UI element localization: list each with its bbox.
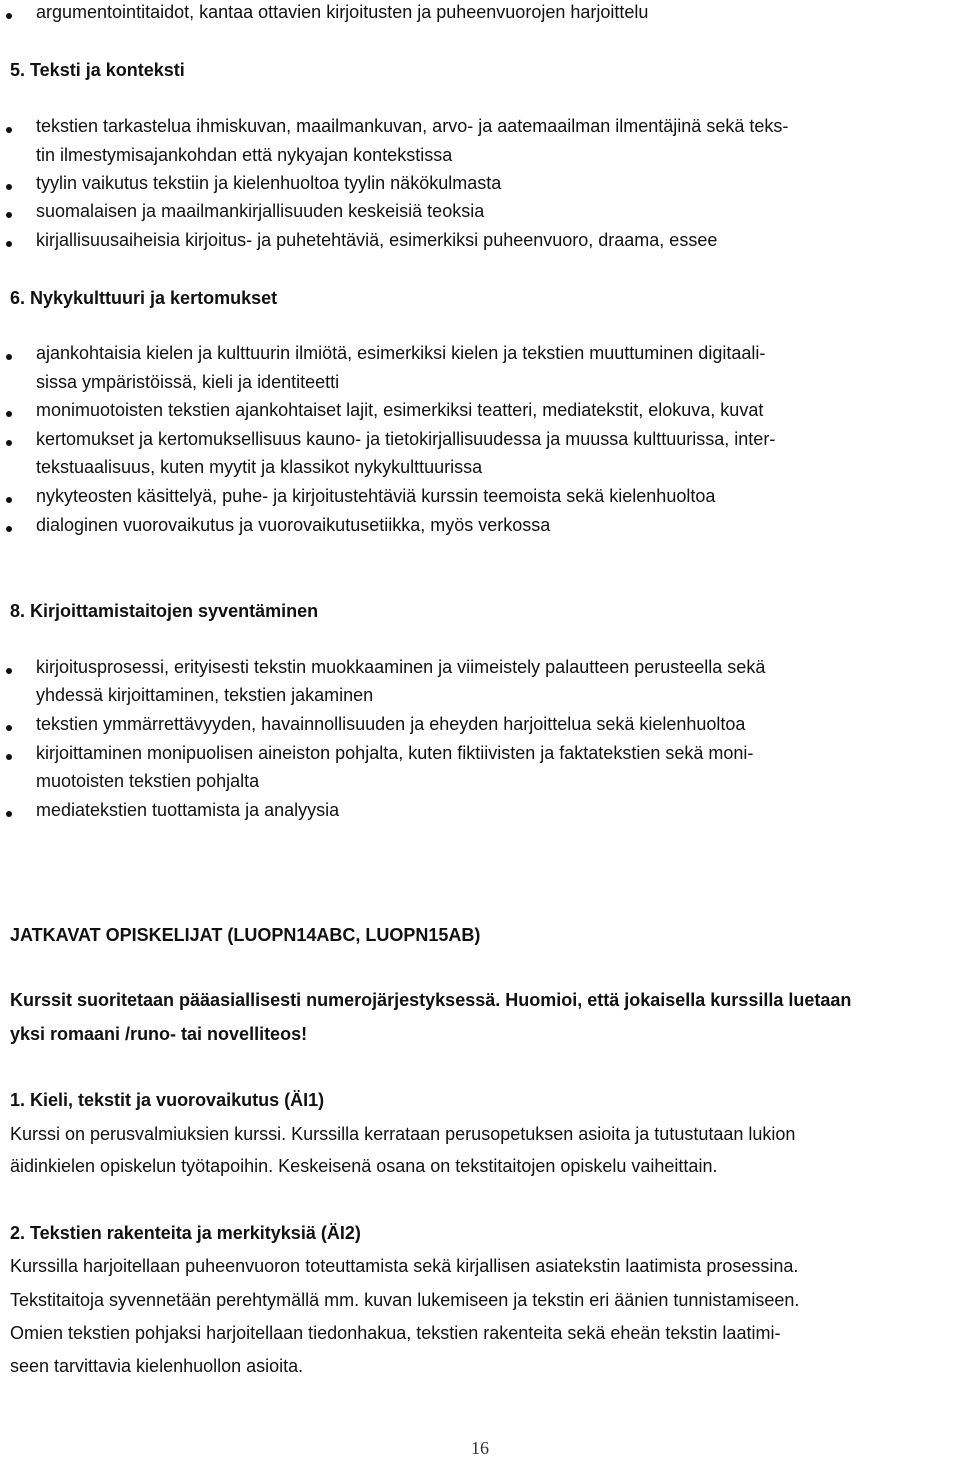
list-item: suomalaisen ja maailmankirjallisuuden keskeisiä teoksia (36, 201, 485, 221)
bullet-icon (6, 212, 12, 218)
bullet-icon (6, 241, 12, 247)
bullet-icon (6, 127, 12, 133)
list-item: nykyteosten käsittelyä, puhe- ja kirjoitustehtäviä kurssin teemoista sekä kielenhuoltoa (36, 486, 716, 506)
course-heading: 2. Tekstien rakenteita ja merkityksiä (ÄI2) (10, 1223, 361, 1243)
bullet-icon (6, 668, 12, 674)
page-number: 16 (471, 1438, 489, 1458)
section-heading: 5. Teksti ja konteksti (10, 60, 185, 80)
course-description-line: äidinkielen opiskelun työtapoihin. Keskeisenä osana on tekstitaitojen opiskelu vaiheittain. (10, 1156, 718, 1176)
bullet-icon (6, 13, 12, 19)
list-item-continuation: tin ilmestymisajankohdan että nykyajan kontekstissa (36, 145, 453, 165)
bullet-icon (6, 725, 12, 731)
list-item: kirjallisuusaiheisia kirjoitus- ja puhetehtäviä, esimerkiksi puheenvuoro, draama, essee (36, 230, 718, 250)
bullet-icon (6, 411, 12, 417)
bullet-icon (6, 754, 12, 760)
section-heading: 6. Nykykulttuuri ja kertomukset (10, 288, 278, 308)
bullet-icon (6, 811, 12, 817)
list-item: kirjoitusprosessi, erityisesti tekstin muokkaaminen ja viimeistely palautteen perusteella sekä (36, 657, 766, 677)
course-description-line: Kurssilla harjoitellaan puheenvuoron toteuttamista sekä kirjallisen asiatekstin laatimista prosessina. (10, 1256, 799, 1276)
list-item: tekstien tarkastelua ihmiskuvan, maailmankuvan, arvo- ja aatemaailman ilmentäjinä sekä teks- (36, 116, 789, 136)
list-item-continuation: muotoisten tekstien pohjalta (36, 771, 260, 791)
notice-line: Kurssit suoritetaan pääasiallisesti numerojärjestyksessä. Huomioi, että jokaisella kurssilla luetaan (10, 990, 852, 1010)
course-description-line: seen tarvittavia kielenhuollon asioita. (10, 1356, 304, 1376)
list-item-continuation: sissa ympäristöissä, kieli ja identiteetti (36, 372, 340, 392)
course-description-line: Omien tekstien pohjaksi harjoitellaan tiedonhakua, tekstien rakenteita sekä eheän tekstin laatimi- (10, 1323, 781, 1343)
bullet-icon (6, 497, 12, 503)
list-item-continuation: tekstuaalisuus, kuten myytit ja klassikot nykykulttuurissa (36, 457, 483, 477)
list-item: argumentointitaidot, kantaa ottavien kirjoitusten ja puheenvuorojen harjoittelu (36, 2, 649, 22)
list-item: tekstien ymmärrettävyyden, havainnollisuuden ja eheyden harjoittelua sekä kielenhuoltoa (36, 714, 746, 734)
bullet-icon (6, 354, 12, 360)
bullet-icon (6, 526, 12, 532)
list-item-continuation: yhdessä kirjoittaminen, tekstien jakaminen (36, 685, 374, 705)
list-item: dialoginen vuorovaikutus ja vuorovaikutusetiikka, myös verkossa (36, 515, 551, 535)
list-item: tyylin vaikutus tekstiin ja kielenhuoltoa tyylin näkökulmasta (36, 173, 502, 193)
list-item: kirjoittaminen monipuolisen aineiston pohjalta, kuten fiktiivisten ja faktatekstien sekä moni- (36, 743, 754, 763)
section-heading: 8. Kirjoittamistaitojen syventäminen (10, 601, 319, 621)
course-heading: 1. Kieli, tekstit ja vuorovaikutus (ÄI1) (10, 1090, 325, 1110)
bullet-icon (6, 440, 12, 446)
notice-line: yksi romaani /runo- tai novelliteos! (10, 1024, 308, 1044)
continuing-students-heading: JATKAVAT OPISKELIJAT (LUOPN14ABC, LUOPN15AB) (10, 925, 481, 945)
list-item: mediatekstien tuottamista ja analyysia (36, 800, 340, 820)
course-description-line: Kurssi on perusvalmiuksien kurssi. Kurssilla kerrataan perusopetuksen asioita ja tutustutaan lukion (10, 1124, 796, 1144)
list-item: monimuotoisten tekstien ajankohtaiset lajit, esimerkiksi teatteri, mediatekstit, elokuva, kuvat (36, 400, 764, 420)
list-item: ajankohtaisia kielen ja kulttuurin ilmiötä, esimerkiksi kielen ja tekstien muuttuminen digitaali- (36, 343, 766, 363)
list-item: kertomukset ja kertomuksellisuus kauno- ja tietokirjallisuudessa ja muussa kulttuurissa, inter- (36, 429, 776, 449)
bullet-icon (6, 184, 12, 190)
course-description-line: Tekstitaitoja syvennetään perehtymällä mm. kuvan lukemiseen ja tekstin eri äänien tunnistamiseen. (10, 1290, 800, 1310)
